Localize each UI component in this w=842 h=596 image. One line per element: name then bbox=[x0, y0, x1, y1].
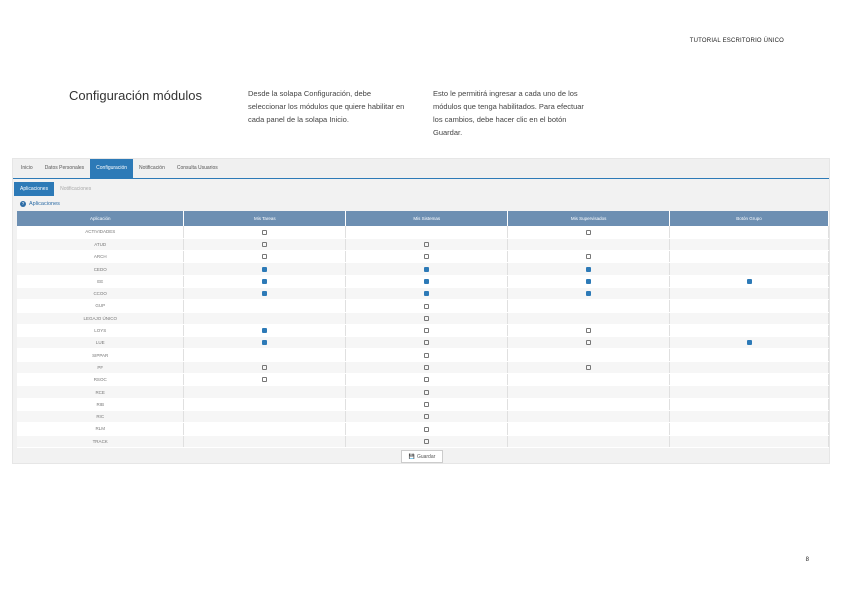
table-row bbox=[17, 263, 829, 275]
module-name: ARCH bbox=[17, 251, 184, 263]
table-cell bbox=[184, 287, 346, 299]
table-cell bbox=[346, 374, 508, 386]
checkbox-checked[interactable] bbox=[424, 291, 429, 296]
table-cell bbox=[670, 324, 829, 336]
checkbox-checked[interactable] bbox=[262, 291, 267, 296]
table-row bbox=[17, 386, 829, 398]
table-cell bbox=[670, 349, 829, 361]
subtab-aplicaciones[interactable]: Aplicaciones bbox=[14, 182, 54, 196]
table-cell bbox=[346, 251, 508, 263]
table-cell bbox=[346, 423, 508, 435]
module-name: LOYS bbox=[17, 324, 184, 336]
checkbox-unchecked[interactable] bbox=[262, 242, 267, 247]
table-cell bbox=[346, 238, 508, 250]
table-row bbox=[17, 251, 829, 263]
tab-consulta-usuarios[interactable]: Consulta Usuarios bbox=[176, 165, 218, 171]
module-name: ACTIVIDADES bbox=[17, 226, 184, 238]
checkbox-unchecked[interactable] bbox=[424, 353, 429, 358]
checkbox-unchecked[interactable] bbox=[262, 365, 267, 370]
module-name: CEDO bbox=[17, 263, 184, 275]
table-row bbox=[17, 361, 829, 373]
table-cell bbox=[508, 300, 670, 312]
table-cell bbox=[508, 324, 670, 336]
table-cell bbox=[184, 300, 346, 312]
description-right: Esto le permitirá ingresar a cada uno de los módulos que tenga habilitados. Para efectuar los cambios, debe hacer clic en el botón Guardar. bbox=[433, 89, 584, 137]
module-name: RIB bbox=[17, 398, 184, 410]
table-cell bbox=[184, 251, 346, 263]
tab-inicio[interactable]: Inicio bbox=[21, 165, 33, 171]
checkbox-unchecked[interactable] bbox=[262, 230, 267, 235]
table-cell bbox=[184, 435, 346, 447]
checkbox-checked[interactable] bbox=[262, 267, 267, 272]
table-cell bbox=[508, 374, 670, 386]
table-cell bbox=[346, 300, 508, 312]
main-tabs bbox=[13, 159, 829, 179]
checkbox-unchecked[interactable] bbox=[424, 402, 429, 407]
module-name: TRACK bbox=[17, 435, 184, 447]
section-heading bbox=[20, 199, 829, 209]
table-cell bbox=[184, 361, 346, 373]
checkbox-unchecked[interactable] bbox=[586, 340, 591, 345]
checkbox-unchecked[interactable] bbox=[424, 427, 429, 432]
module-name: RIC bbox=[17, 410, 184, 422]
table-cell bbox=[346, 386, 508, 398]
table-cell bbox=[670, 312, 829, 324]
table-row bbox=[17, 275, 829, 287]
page-title: Configuración módulos bbox=[69, 88, 202, 103]
table-cell bbox=[346, 398, 508, 410]
section-label: Aplicaciones bbox=[29, 201, 60, 207]
table-cell bbox=[184, 324, 346, 336]
table-cell bbox=[508, 287, 670, 299]
table-cell bbox=[508, 423, 670, 435]
save-icon: 💾 bbox=[408, 453, 415, 460]
column-header: Mis Sistemas bbox=[346, 211, 508, 226]
table-row bbox=[17, 398, 829, 410]
table-cell bbox=[670, 238, 829, 250]
module-name: ATUD bbox=[17, 238, 184, 250]
table-cell bbox=[184, 398, 346, 410]
checkbox-unchecked[interactable] bbox=[262, 254, 267, 259]
table-cell bbox=[346, 337, 508, 349]
checkbox-checked[interactable] bbox=[262, 328, 267, 333]
table-cell bbox=[508, 398, 670, 410]
checkbox-checked[interactable] bbox=[424, 267, 429, 272]
table-cell bbox=[508, 361, 670, 373]
table-row bbox=[17, 226, 829, 238]
tab-notificacion[interactable]: Notificación bbox=[139, 165, 165, 171]
document-header-tag: TUTORIAL ESCRITORIO ÚNICO bbox=[689, 38, 784, 44]
checkbox-checked[interactable] bbox=[747, 340, 752, 345]
module-name: RLM bbox=[17, 423, 184, 435]
column-header: Botón Grupo bbox=[670, 211, 829, 226]
table-cell bbox=[184, 275, 346, 287]
table-cell bbox=[670, 263, 829, 275]
checkbox-unchecked[interactable] bbox=[424, 316, 429, 321]
checkbox-unchecked[interactable] bbox=[424, 340, 429, 345]
checkbox-checked[interactable] bbox=[747, 279, 752, 284]
table-cell bbox=[508, 312, 670, 324]
module-name: CCOO bbox=[17, 287, 184, 299]
checkbox-checked[interactable] bbox=[262, 279, 267, 284]
save-label: Guardar bbox=[416, 453, 436, 460]
table-cell bbox=[346, 324, 508, 336]
table-cell bbox=[670, 398, 829, 410]
module-name: PF bbox=[17, 361, 184, 373]
checkbox-checked[interactable] bbox=[586, 267, 591, 272]
table-cell bbox=[508, 275, 670, 287]
table-cell bbox=[346, 226, 508, 238]
table-cell bbox=[184, 263, 346, 275]
table-cell bbox=[184, 423, 346, 435]
table-cell bbox=[184, 386, 346, 398]
tab-configuracion[interactable]: Configuración bbox=[90, 159, 133, 179]
checkbox-unchecked[interactable] bbox=[424, 242, 429, 247]
table-cell bbox=[346, 410, 508, 422]
table-cell bbox=[508, 337, 670, 349]
table-cell bbox=[508, 410, 670, 422]
table-row bbox=[17, 312, 829, 324]
table-row bbox=[17, 337, 829, 349]
checkbox-unchecked[interactable] bbox=[424, 365, 429, 370]
module-name: LUE bbox=[17, 337, 184, 349]
table-cell bbox=[346, 349, 508, 361]
table-cell bbox=[670, 275, 829, 287]
table-cell bbox=[508, 226, 670, 238]
checkbox-unchecked[interactable] bbox=[424, 304, 429, 309]
checkbox-unchecked[interactable] bbox=[424, 390, 429, 395]
table-cell bbox=[670, 361, 829, 373]
module-name: RSOC bbox=[17, 374, 184, 386]
help-icon[interactable]: ? bbox=[21, 201, 25, 206]
table-cell bbox=[184, 410, 346, 422]
table-cell bbox=[184, 312, 346, 324]
column-header: Mis Tareas bbox=[184, 211, 346, 226]
table-cell bbox=[184, 349, 346, 361]
table-cell bbox=[346, 361, 508, 373]
table-cell bbox=[184, 238, 346, 250]
app-screenshot bbox=[12, 158, 830, 464]
table-cell bbox=[670, 226, 829, 238]
checkbox-unchecked[interactable] bbox=[424, 439, 429, 444]
table-cell bbox=[670, 386, 829, 398]
table-cell bbox=[508, 435, 670, 447]
checkbox-unchecked[interactable] bbox=[262, 377, 267, 382]
module-name: EE bbox=[17, 275, 184, 287]
table-cell bbox=[670, 337, 829, 349]
table-cell bbox=[184, 337, 346, 349]
table-cell bbox=[508, 263, 670, 275]
page-number: 8 bbox=[805, 557, 809, 563]
checkbox-checked[interactable] bbox=[262, 340, 267, 345]
table-cell bbox=[508, 251, 670, 263]
table-cell bbox=[508, 386, 670, 398]
checkbox-unchecked[interactable] bbox=[586, 328, 591, 333]
table-row bbox=[17, 238, 829, 250]
checkbox-checked[interactable] bbox=[424, 279, 429, 284]
table-cell bbox=[670, 435, 829, 447]
column-header: Mis Supervisados bbox=[508, 211, 670, 226]
checkbox-unchecked[interactable] bbox=[586, 230, 591, 235]
subtab-notificaciones[interactable]: Notificaciones bbox=[60, 186, 92, 192]
table-cell bbox=[670, 423, 829, 435]
table-cell bbox=[346, 312, 508, 324]
checkbox-unchecked[interactable] bbox=[424, 377, 429, 382]
tab-datos-personales[interactable]: Datos Personales bbox=[44, 165, 85, 171]
table-row bbox=[17, 374, 829, 386]
checkbox-unchecked[interactable] bbox=[424, 414, 429, 419]
column-header: Aplicación bbox=[17, 211, 184, 226]
description-left: Desde la solapa Configuración, debe seleccionar los módulos que quiere habilitar en cada panel de la solapa Inicio. bbox=[248, 89, 405, 124]
table-cell bbox=[670, 374, 829, 386]
table-cell bbox=[346, 287, 508, 299]
save-button[interactable] bbox=[401, 450, 443, 463]
table-cell bbox=[184, 374, 346, 386]
table-cell bbox=[670, 300, 829, 312]
table-row bbox=[17, 324, 829, 336]
checkbox-checked[interactable] bbox=[586, 291, 591, 296]
table-cell bbox=[508, 349, 670, 361]
module-name: GUP bbox=[17, 300, 184, 312]
table-row bbox=[17, 287, 829, 299]
table-cell bbox=[346, 435, 508, 447]
checkbox-unchecked[interactable] bbox=[586, 254, 591, 259]
table-cell bbox=[670, 251, 829, 263]
table-cell bbox=[346, 275, 508, 287]
table-row bbox=[17, 435, 829, 447]
checkbox-unchecked[interactable] bbox=[424, 254, 429, 259]
modules-table bbox=[17, 211, 829, 448]
table-row bbox=[17, 300, 829, 312]
module-name: LEGAJO ÚNICO bbox=[17, 312, 184, 324]
module-name: RCE bbox=[17, 386, 184, 398]
checkbox-unchecked[interactable] bbox=[424, 328, 429, 333]
table-row bbox=[17, 349, 829, 361]
table-cell bbox=[346, 263, 508, 275]
table-cell bbox=[670, 287, 829, 299]
table-cell bbox=[670, 410, 829, 422]
table-cell bbox=[184, 226, 346, 238]
sub-tabs bbox=[13, 182, 829, 196]
table-row bbox=[17, 410, 829, 422]
table-row bbox=[17, 423, 829, 435]
module-name: SIPPAR bbox=[17, 349, 184, 361]
table-cell bbox=[508, 238, 670, 250]
checkbox-checked[interactable] bbox=[586, 279, 591, 284]
checkbox-unchecked[interactable] bbox=[586, 365, 591, 370]
